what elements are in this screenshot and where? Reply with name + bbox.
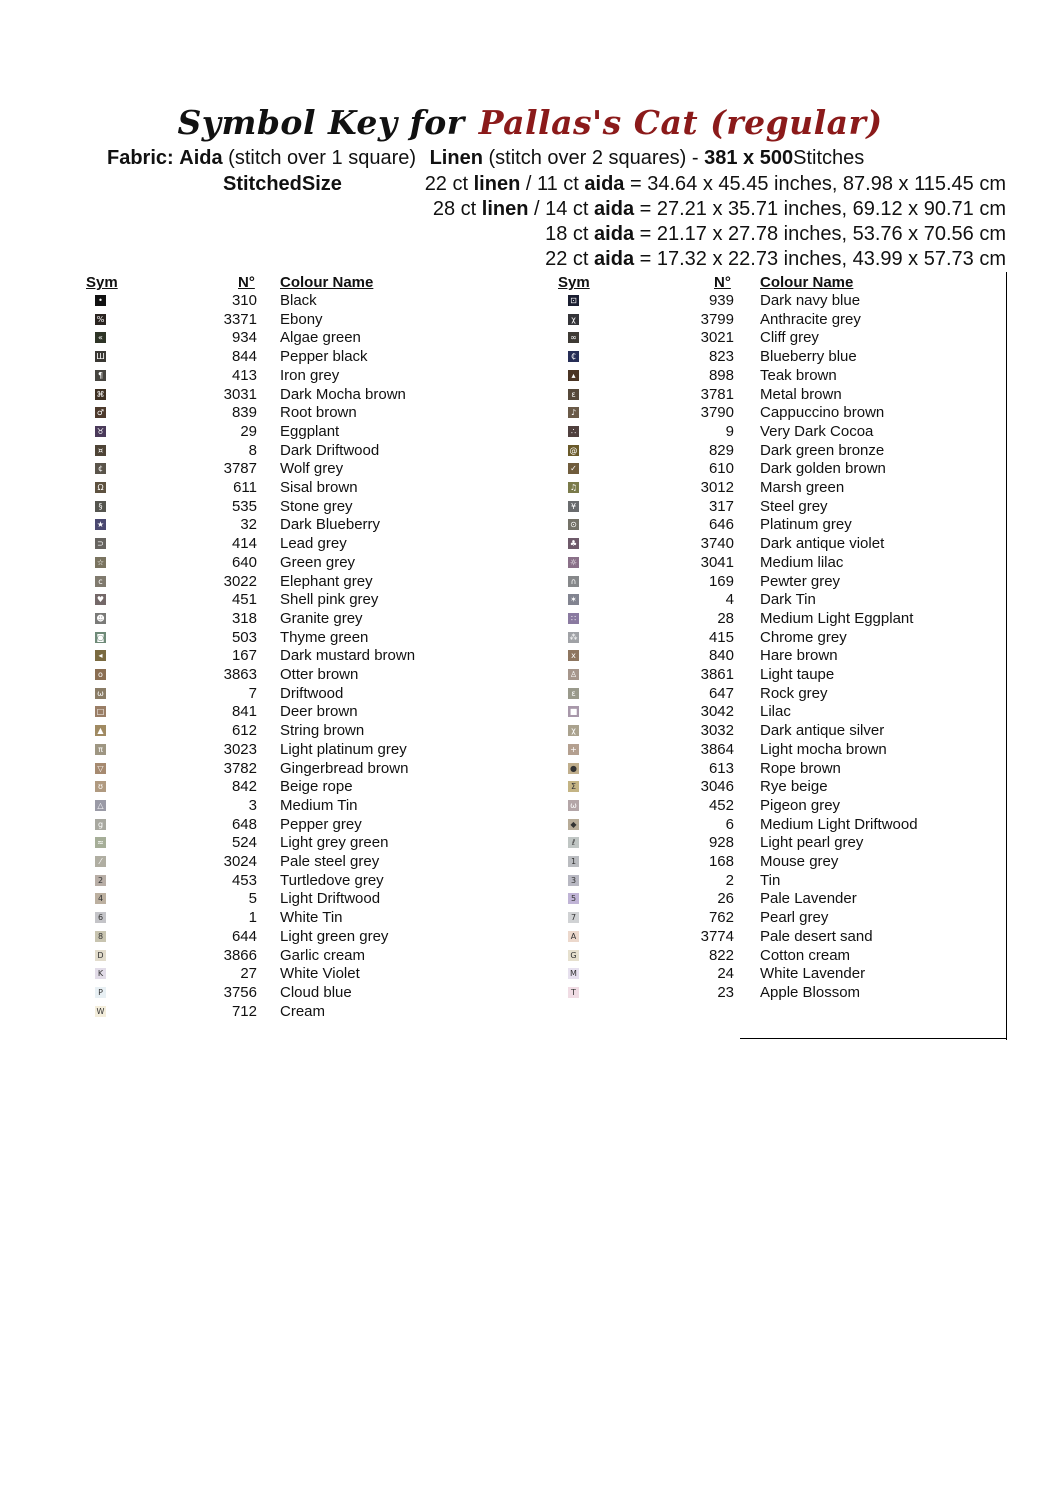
list-item (0, 721, 1060, 740)
colour-number: 310 (231, 292, 257, 309)
list-item (0, 684, 1060, 703)
fabric-label: Fabric: (107, 147, 174, 169)
colour-name: Hare brown (760, 647, 838, 665)
colour-name: Pewter grey (760, 572, 841, 590)
symbol-swatch: ε (568, 389, 579, 400)
colour-name: White Violet (280, 965, 360, 983)
symbol-swatch: ♥ (96, 595, 105, 605)
symbol-swatch: 2 (95, 875, 106, 886)
colour-number: 3863 (223, 666, 257, 683)
list-item (0, 403, 1060, 422)
colour-number: 844 (231, 348, 257, 366)
page-title (0, 103, 1060, 142)
colour-number: 612 (231, 722, 257, 740)
colour-name: Steel grey (760, 497, 828, 515)
symbol-swatch: 1 (568, 856, 579, 867)
list-item (0, 833, 1060, 852)
size-line-4: 22 ct aida = 17.32 x 22.73 inches, 43.99 x 57.73 cm (545, 248, 1006, 270)
colour-name: Wolf grey (280, 460, 344, 478)
colour-number: 3774 (700, 927, 734, 945)
symbol-swatch: W (96, 1006, 105, 1016)
symbol-swatch: ¥ (568, 501, 579, 512)
colour-number: 29 (240, 422, 257, 440)
symbol-swatch: ⁂ (569, 632, 578, 642)
symbol-swatch: ∩ (568, 576, 579, 587)
colour-name: Dark antique violet (760, 535, 885, 553)
colour-number: 28 (717, 609, 734, 627)
colour-number: 24 (717, 965, 734, 983)
symbol-swatch: ¢ (95, 463, 106, 474)
symbol-swatch: 6 (95, 912, 106, 923)
colour-number: 413 (231, 366, 257, 384)
size-line-1: 22 ct linen / 11 ct aida = 34.64 x 45.45 inches, 87.98 x 115.45 cm (424, 173, 1006, 195)
colour-name: Light grey green (280, 834, 389, 852)
symbol-swatch: ♫ (569, 483, 578, 492)
colour-number: 26 (717, 890, 734, 908)
right-sym-header: Sym (558, 274, 590, 291)
symbol-swatch: D (95, 950, 106, 961)
colour-name: Dark Blueberry (280, 516, 381, 534)
colour-number: 169 (708, 572, 734, 590)
colour-name: Dark green bronze (760, 441, 885, 459)
colour-name: Deer brown (280, 703, 358, 721)
colour-number: 415 (708, 628, 734, 646)
list-item (0, 328, 1060, 347)
colour-name: Iron grey (280, 366, 340, 384)
symbol-swatch: % (96, 314, 105, 324)
list-item (0, 291, 1060, 310)
colour-number: 644 (231, 927, 257, 945)
colour-number: 3012 (700, 479, 734, 496)
symbol-swatch: ▴ (568, 370, 579, 381)
colour-name: Lilac (760, 703, 791, 721)
symbol-swatch: ★ (96, 520, 105, 530)
list-item (0, 366, 1060, 385)
colour-name: Medium Light Eggplant (760, 609, 914, 627)
colour-name: Marsh green (760, 479, 845, 496)
colour-name: Eggplant (280, 422, 340, 440)
left-name-header: Colour Name (280, 274, 374, 291)
symbol-swatch: ♉ (96, 426, 105, 436)
list-item (0, 590, 1060, 609)
symbol-swatch: ■ (569, 707, 578, 717)
colour-number: 3 (248, 796, 257, 814)
colour-number: 3022 (223, 572, 257, 590)
list-item (0, 441, 1060, 460)
colour-name: Apple Blossom (760, 983, 861, 1001)
colour-name: Dark navy blue (760, 292, 861, 309)
colour-name: Chrome grey (760, 628, 847, 646)
list-item (0, 478, 1060, 497)
colour-name: Black (280, 292, 317, 309)
symbol-swatch: g (95, 819, 106, 830)
list-item (0, 385, 1060, 404)
symbol-swatch: ◙ (96, 632, 105, 642)
colour-name: Teak brown (760, 366, 837, 384)
colour-name: Root brown (280, 404, 357, 422)
table-right-border (1006, 272, 1007, 1040)
colour-number: 647 (708, 684, 734, 702)
colour-number: 167 (231, 647, 257, 665)
colour-number: 453 (231, 871, 257, 889)
list-item (0, 964, 1060, 983)
list-item (0, 497, 1060, 516)
symbol-swatch: ☼ (569, 557, 578, 567)
colour-name: Medium Tin (280, 796, 358, 814)
colour-number: 7 (248, 684, 257, 702)
colour-number: 3782 (223, 759, 257, 777)
list-item (0, 534, 1060, 553)
colour-name: Medium Light Driftwood (760, 815, 918, 833)
colour-number: 9 (725, 422, 734, 440)
colour-name: Cliff grey (760, 329, 819, 347)
symbol-swatch: 4 (95, 893, 106, 904)
symbol-swatch: △ (95, 800, 106, 811)
symbol-swatch: § (95, 501, 106, 512)
colour-name: Beige rope (280, 778, 353, 796)
colour-number: 6 (725, 815, 734, 833)
colour-number: 3041 (700, 553, 734, 571)
list-item (0, 908, 1060, 927)
colour-number: 646 (708, 516, 734, 534)
list-item (0, 422, 1060, 441)
colour-name: Rock grey (760, 684, 828, 702)
colour-number: 611 (233, 479, 257, 496)
list-item (0, 1002, 1060, 1021)
right-name-header: Colour Name (760, 274, 854, 291)
colour-name: Otter brown (280, 666, 359, 683)
fabric-linen: Linen (429, 147, 483, 169)
symbol-swatch: o (95, 669, 106, 680)
colour-number: 842 (231, 778, 257, 796)
colour-number: 928 (708, 834, 734, 852)
colour-number: 3023 (223, 740, 257, 758)
colour-name: Light pearl grey (760, 834, 864, 852)
symbol-swatch: 8 (95, 931, 106, 942)
symbol-swatch: ✓ (568, 463, 579, 474)
list-item (0, 646, 1060, 665)
symbol-swatch: ♂ (96, 408, 105, 418)
symbol-swatch: ◂ (95, 650, 106, 661)
colour-name: Dark golden brown (760, 460, 886, 478)
colour-number: 5 (248, 890, 257, 908)
colour-name: Algae green (280, 329, 361, 347)
symbol-swatch: ¤ (95, 445, 106, 456)
colour-name: Rye beige (760, 778, 828, 796)
symbol-swatch: ε (568, 688, 579, 699)
list-item (0, 702, 1060, 721)
colour-name: Pepper black (280, 348, 368, 366)
colour-name: Light taupe (760, 666, 835, 683)
symbol-swatch: 3 (568, 875, 579, 886)
colour-name: Pepper grey (280, 815, 362, 833)
colour-number: 3781 (700, 385, 734, 403)
symbol-swatch: □ (96, 707, 105, 717)
colour-number: 3790 (700, 404, 734, 422)
symbol-swatch: ◆ (568, 819, 579, 830)
colour-name: Garlic cream (280, 946, 366, 964)
symbol-swatch: χ (568, 314, 579, 325)
colour-name: White Tin (280, 909, 343, 927)
colour-number: 27 (240, 965, 257, 983)
colour-name: Pale desert sand (760, 927, 873, 945)
list-item (0, 983, 1060, 1002)
colour-name: Dark mustard brown (280, 647, 416, 665)
list-item (0, 609, 1060, 628)
symbol-swatch: ♣ (569, 539, 578, 549)
colour-name: Metal brown (760, 385, 842, 403)
colour-name: Elephant grey (280, 572, 373, 590)
symbol-swatch: P (95, 987, 106, 998)
symbol-swatch: x (568, 650, 579, 661)
colour-name: Thyme green (280, 628, 369, 646)
colour-number: 503 (231, 628, 257, 646)
list-item (0, 815, 1060, 834)
colour-number: 640 (231, 553, 257, 571)
colour-name: Dark Tin (760, 591, 816, 609)
symbol-swatch: ♙ (569, 670, 578, 679)
symbol-swatch: • (95, 295, 106, 306)
symbol-swatch: K (95, 968, 106, 979)
list-item (0, 759, 1060, 778)
right-num-header: N° (714, 274, 731, 291)
symbol-swatch: ₵ (568, 351, 579, 362)
colour-name: Cappuccino brown (760, 404, 885, 422)
colour-number: 3046 (700, 778, 734, 796)
stitched-size-label: StitchedSize (223, 173, 342, 195)
colour-name: Turtledove grey (280, 871, 384, 889)
colour-name: Stone grey (280, 497, 353, 515)
colour-number: 934 (231, 329, 257, 347)
colour-number: 613 (708, 759, 734, 777)
colour-name: Light Driftwood (280, 890, 381, 908)
colour-name: Anthracite grey (760, 310, 861, 328)
size-line-2: 28 ct linen / 14 ct aida = 27.21 x 35.71 inches, 69.12 x 90.71 cm (432, 198, 1006, 220)
list-item (0, 459, 1060, 478)
symbol-swatch: ✶ (568, 594, 579, 605)
symbol-swatch: ⌘ (96, 389, 105, 399)
stitch-dims: 381 x 500 (704, 147, 794, 169)
table-bottom-border (740, 1038, 1007, 1039)
fabric-aida-note: (stitch over 1 square) (228, 147, 417, 169)
colour-number: 3861 (700, 666, 734, 683)
symbol-swatch: Ω (95, 482, 106, 493)
symbol-swatch: ∷ (568, 613, 579, 624)
symbol-swatch: « (95, 332, 106, 343)
colour-number: 610 (708, 460, 734, 478)
colour-number: 2 (725, 871, 734, 889)
colour-name: Dark Mocha brown (280, 385, 406, 403)
colour-name: Mouse grey (760, 853, 839, 870)
colour-number: 829 (708, 441, 734, 459)
colour-number: 318 (231, 609, 257, 627)
symbol-swatch: ∴ (568, 426, 579, 437)
colour-name: Rope brown (760, 759, 841, 777)
colour-number: 648 (231, 815, 257, 833)
symbol-swatch: ω (568, 800, 579, 811)
colour-number: 3799 (700, 310, 734, 328)
colour-number: 841 (231, 703, 257, 721)
colour-name: Pale steel grey (280, 853, 380, 870)
colour-number: 524 (231, 834, 257, 852)
title-prefix: Symbol Key for (177, 103, 465, 142)
symbol-swatch: χ (568, 725, 579, 736)
colour-number: 1 (248, 909, 257, 927)
symbol-swatch: ʊ (95, 781, 106, 792)
symbol-swatch: T (568, 987, 579, 998)
colour-number: 4 (725, 591, 734, 609)
colour-number: 762 (708, 909, 734, 927)
stitches-label: Stitches (793, 147, 865, 169)
colour-number: 32 (240, 516, 257, 534)
colour-name: Sisal brown (280, 479, 358, 496)
list-item (0, 310, 1060, 329)
symbol-swatch: ∞ (568, 332, 579, 343)
list-item (0, 852, 1060, 871)
colour-number: 8 (248, 441, 257, 459)
list-item (0, 572, 1060, 591)
symbol-swatch: 5 (568, 893, 579, 904)
colour-number: 712 (231, 1002, 257, 1020)
symbol-swatch: ▲ (95, 725, 106, 736)
colour-name: Cloud blue (280, 983, 352, 1001)
colour-number: 452 (708, 796, 734, 814)
list-item (0, 347, 1060, 366)
symbol-swatch: ⊃ (95, 538, 106, 549)
list-item (0, 628, 1060, 647)
symbol-swatch: + (568, 744, 579, 755)
colour-number: 822 (708, 946, 734, 964)
colour-number: 3021 (700, 329, 734, 347)
left-sym-header: Sym (86, 274, 118, 291)
symbol-swatch: ⊙ (568, 519, 579, 530)
left-num-header: N° (238, 274, 255, 291)
colour-number: 414 (231, 535, 257, 553)
colour-name: Pigeon grey (760, 796, 841, 814)
colour-name: Medium lilac (760, 553, 844, 571)
colour-number: 535 (231, 497, 257, 515)
symbol-swatch: ☻ (96, 613, 105, 623)
colour-number: 451 (231, 591, 257, 609)
symbol-swatch: ● (568, 763, 579, 774)
colour-number: 317 (708, 497, 734, 515)
colour-name: Platinum grey (760, 516, 852, 534)
fabric-linen-note: (stitch over 2 squares) - (488, 147, 699, 169)
list-item (0, 871, 1060, 890)
colour-number: 3740 (700, 535, 734, 553)
symbol-swatch: ⊡ (568, 295, 579, 306)
symbol-swatch: ω (95, 688, 106, 699)
colour-number: 840 (708, 647, 734, 665)
colour-number: 23 (717, 983, 734, 1001)
symbol-swatch: @ (569, 445, 578, 455)
colour-number: 3787 (223, 460, 257, 478)
symbol-swatch: 7 (568, 912, 579, 923)
colour-name: Granite grey (280, 609, 363, 627)
colour-number: 3042 (700, 703, 734, 721)
colour-name: String brown (280, 722, 365, 740)
list-item (0, 740, 1060, 759)
symbol-swatch: ▽ (95, 763, 106, 774)
colour-number: 898 (708, 366, 734, 384)
colour-name: Gingerbread brown (280, 759, 409, 777)
colour-number: 3866 (223, 946, 257, 964)
colour-name: Very Dark Cocoa (760, 422, 874, 440)
colour-number: 823 (708, 348, 734, 366)
symbol-swatch: ⁄ (95, 856, 106, 867)
colour-number: 3031 (223, 385, 257, 403)
symbol-swatch: G (568, 950, 579, 961)
colour-number: 3032 (700, 722, 734, 740)
list-item (0, 927, 1060, 946)
colour-name: White Lavender (760, 965, 866, 983)
colour-number: 3371 (223, 310, 257, 328)
symbol-swatch: ¶ (95, 370, 106, 381)
pattern-name: Pallas's Cat (regular) (478, 103, 883, 142)
symbol-swatch: ≈ (95, 837, 106, 848)
colour-name: Cream (280, 1002, 326, 1020)
colour-number: 3864 (700, 740, 734, 758)
colour-name: Shell pink grey (280, 591, 379, 609)
list-item (0, 665, 1060, 684)
symbol-swatch: c (95, 576, 106, 587)
colour-name: Dark antique silver (760, 722, 885, 740)
list-item (0, 515, 1060, 534)
list-item (0, 777, 1060, 796)
colour-name: Driftwood (280, 684, 344, 702)
colour-name: Green grey (280, 553, 356, 571)
colour-name: Cotton cream (760, 946, 851, 964)
symbol-swatch: M (568, 968, 579, 979)
colour-name: Pale Lavender (760, 890, 857, 908)
colour-name: Tin (760, 871, 781, 889)
colour-name: Blueberry blue (760, 348, 857, 366)
colour-number: 839 (231, 404, 257, 422)
symbol-swatch: Σ (568, 781, 579, 792)
list-item (0, 553, 1060, 572)
colour-name: Light mocha brown (760, 740, 887, 758)
colour-name: Pearl grey (760, 909, 829, 927)
colour-name: Ebony (280, 310, 323, 328)
colour-number: 939 (708, 292, 734, 309)
size-line-3: 18 ct aida = 21.17 x 27.78 inches, 53.76 x 70.56 cm (545, 223, 1006, 245)
colour-name: Light platinum grey (280, 740, 407, 758)
list-item (0, 796, 1060, 815)
colour-name: Dark Driftwood (280, 441, 380, 459)
fabric-aida: Aida (179, 147, 223, 169)
symbol-swatch: ℓ (568, 837, 579, 848)
list-item (0, 946, 1060, 965)
colour-number: 3756 (223, 983, 257, 1001)
colour-name: Lead grey (280, 535, 347, 553)
colour-number: 3024 (223, 853, 257, 870)
symbol-swatch: Ш (96, 352, 105, 362)
symbol-swatch: ♪ (568, 407, 579, 418)
symbol-swatch: ☆ (96, 557, 105, 567)
symbol-swatch: A (568, 931, 579, 942)
symbol-swatch: π (95, 744, 106, 755)
fabric-line (107, 147, 864, 170)
list-item (0, 889, 1060, 908)
colour-name: Light green grey (280, 927, 389, 945)
colour-number: 168 (708, 853, 734, 870)
